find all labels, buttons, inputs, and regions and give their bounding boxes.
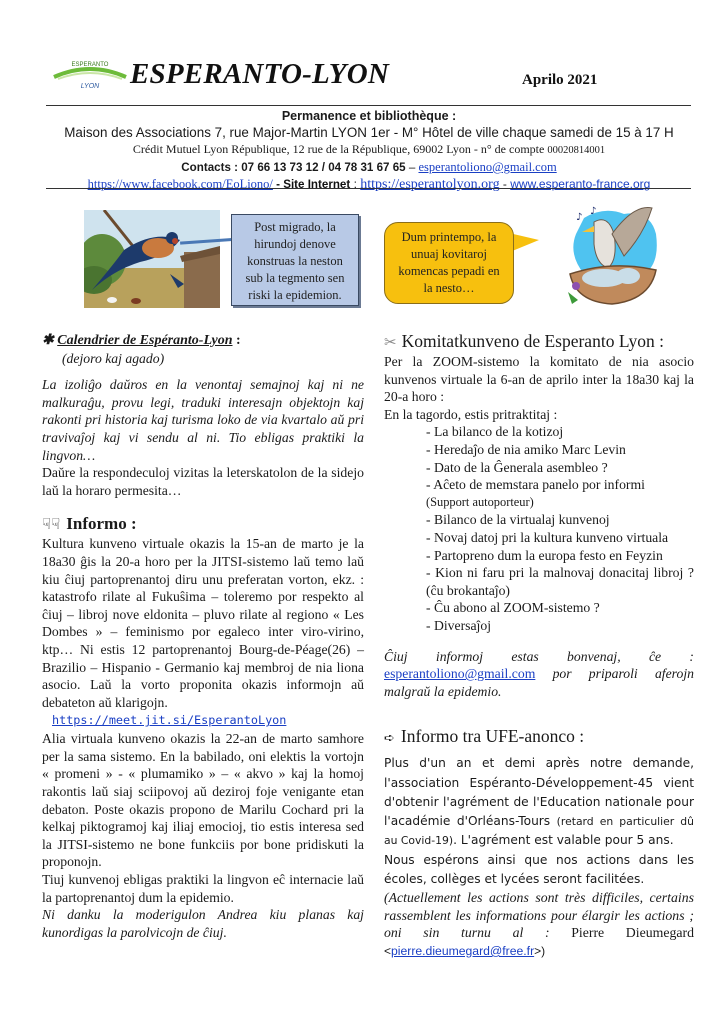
svg-text:♪: ♪ (590, 206, 597, 217)
komitato-intro: Per la ZOOM-sistemo la komitato de nia asocio kunvenos virtuale la 6-an de aprilo inter la 18a30 kaj la 20-a horo : (384, 354, 694, 405)
informo-paragraph-3: Tiuj kunvenoj ebligas praktiki la lingvon eĉ internacie laŭ la partoprenantoj dum la epidemio. (42, 872, 364, 905)
contacts-line (44, 159, 694, 176)
swallow-caption-box (231, 214, 359, 306)
contact-name: Pierre Dieumegard (571, 925, 695, 941)
right-column (384, 330, 694, 960)
links-line (44, 176, 694, 193)
jitsi-link-wrap (42, 711, 364, 730)
esperanto-france-link[interactable]: www.esperanto-france.org (510, 177, 651, 191)
ufe-text: Plus d'un an et demi après notre demande, l'association Espéranto-Développement-45 vient d'obtenir l'agrément de l'Education nationale pour l'académie d'Orléans-Tours (384, 756, 694, 829)
welcome-note (384, 648, 694, 701)
agenda-item: - Dato de la Ĝenerala asembleo ? (426, 459, 608, 475)
informo-paragraph-2: Alia virtuala kunveno okazis la 22-an de marto samhore per la sama sistemo. En la babilado, oni elektis la vortojn « promeni » - « plumamiko » – « akvo » kaj la homoj rakontis laŭ siaj sciipovoj aŭ deziroj foje venigante etan debaton. Poste okazis propono de Marilu Cochard pri la kelkaj piktogramoj kaj iliaj emocioj, tio estis interesa sed la JITSI-sistemo ne bone funkciis por bone pridiskuti la proponojn. (42, 731, 364, 870)
komitato-heading (384, 330, 694, 353)
ufe-note (384, 889, 694, 960)
agenda-item-note: (Support autoporteur) (426, 494, 534, 509)
caption-line: sub la tegmento sen (245, 271, 345, 285)
bank-text: Crédit Mutuel Lyon République, 12 rue de la République, 69002 Lyon - n° de compte (132, 142, 545, 156)
ufe-text-small: (retard en particulier dû au Covid-19) (384, 815, 694, 848)
scissors-icon: ✂ (384, 333, 397, 351)
separator: - (499, 177, 511, 191)
caption-line: konstruas la neston (247, 254, 343, 268)
agenda-item: - Aĉeto de memstara panelo por informi (426, 477, 645, 493)
caption-line: unuaj kovitaroj (410, 247, 488, 261)
site-label: - Site Internet (272, 178, 351, 191)
agenda-item: - Novaj datoj pri la kultura kunveno virtuala (426, 529, 669, 545)
ufe-title: Informo tra UFE-anonco : (400, 726, 585, 747)
calendar-paragraph-italic: La izoliĝo daŭros en la venontaj semajnoj kaj ni ne malkuraĝu, provu legi, traduki interesajn objektojn kaj rakonti pri historia kaj turisma loko de via kvartalo aŭ pri travivaĵoj kaj vi sendu al ni. Tio ebligas praktiki la lingvon… (42, 377, 364, 463)
komitato-title: Komitatkunveno de Esperanto Lyon : (401, 331, 665, 351)
welcome-email-link[interactable]: esperantoliono@gmail.com (384, 666, 536, 682)
ufe-paragraph-2: Nous espérons ainsi que nos actions dans les écoles, collèges et lycées seront facilitées. (384, 852, 694, 887)
contacts-phones: Contacts : 07 66 13 73 12 / 04 78 31 67 65 (181, 161, 406, 174)
agenda-item: - Partopreno dum la europa festo en Feyzin (426, 547, 663, 563)
esperanto-lyon-logo (52, 57, 128, 91)
issue-date: Aprilo 2021 (522, 72, 598, 88)
agenda-list (384, 423, 694, 634)
agenda-item: - La bilanco de la kotizoj (426, 424, 564, 440)
agenda-label: En la tagordo, estis pritraktitaj : (384, 406, 558, 422)
header-divider-top (46, 105, 691, 106)
svg-text:♪: ♪ (576, 212, 583, 223)
header-divider-bottom (46, 188, 691, 189)
caption-line: Post migrado, la (254, 220, 336, 234)
info-block (44, 108, 694, 193)
ufe-paragraph-1 (384, 754, 694, 850)
bank-line (44, 141, 694, 159)
ufe-heading (384, 725, 694, 750)
informo-heading (42, 513, 364, 535)
welcome-text: por priparoli aferojn malgraŭ la epidemio. (384, 666, 694, 699)
svg-text:ESPERANTO: ESPERANTO (71, 62, 109, 68)
agenda-item: - Bilanco de la virtualaj kunvenoj (426, 512, 610, 528)
caption-line: la nesto… (423, 281, 475, 295)
caption-line: riski la epidemion. (248, 288, 342, 302)
swallow-illustration (84, 210, 220, 308)
agenda-item: - Kion ni faru pri la malnovaj donacitaj libroj ? (ĉu brokantaĵo) (426, 565, 694, 598)
agenda-item: - Heredaĵo de nia amiko Marc Levin (426, 441, 626, 457)
informo-paragraph-1: Kultura kunveno virtuale okazis la 15-an de marto je la 18a30 ĝis la 20-a horo per la JITSI-sistemo laŭ temo laŭ kiu ĉiuj partoprenantoj diru unu preferatan vorton, ekz. : katastrofo rilate al Fukuŝima – toleremo por respekto al ĉiuj – libroj nove eldonita – pluvo rilate al regiono « Les Dombes » – feminismo por egaleco inter viro-virino, ktp… Ni estis 12 partoprenantoj Bourg-de-Péage(26) – Brazilio – Hispanio - Germanio kaj membroj de nia liona asocio. Laŭ la vorto proponita okazis informojn aŭ debateton aŭ klarigojn. (42, 536, 364, 710)
ufe-text: . L'agrément est valable pour 5 ans. (453, 833, 674, 848)
separator: : (350, 177, 361, 191)
nest-illustration (564, 204, 660, 308)
account-number: 00020814001 (547, 145, 606, 156)
welcome-text: Ĉiuj informoj estas bonvenaj, ĉe : (384, 648, 694, 664)
calendar-title: Calendrier de Espéranto-Lyon (57, 333, 233, 348)
bracket: >) (534, 943, 546, 958)
left-column (42, 330, 364, 941)
caption-line: Dum printempo, la (401, 230, 497, 244)
newsletter-title: ESPERANTO-LYON (130, 58, 389, 90)
arrow-right-icon: ➪ (384, 731, 395, 747)
pointing-hand-icon: ☟☟ (42, 515, 61, 534)
agenda-item: - Ĉu abono al ZOOM-sistemo ? (426, 600, 600, 616)
calendar-subtitle: (dejoro kaj agado) (62, 350, 165, 366)
nest-speech-bubble (384, 222, 514, 304)
asterisk-icon: ✱ (42, 333, 54, 348)
contact-email-link[interactable]: esperantoliono@gmail.com (418, 160, 557, 174)
info-heading: Permanence et bibliothèque : (281, 109, 457, 123)
informo-title: Informo : (66, 514, 137, 534)
colon: : (232, 333, 241, 348)
facebook-link[interactable]: https://www.facebook.com/EoLiono/ (87, 177, 273, 191)
separator: – (405, 161, 419, 174)
agenda-item: - Diversaĵoj (426, 617, 491, 633)
address-line: Maison des Associations 7, rue Major-Martin LYON 1er - M° Hôtel de ville chaque samedi de 15 à 17 H (64, 125, 674, 140)
informo-thanks: Ni danku la moderigulon Andrea kiu planas kaj kunordigas la parolvicojn de ĉiuj. (42, 907, 364, 940)
calendar-paragraph: Daŭre la respondeculoj vizitas la leterskatolon de la sidejo laŭ la horaro permesita… (42, 465, 364, 498)
caption-line: hirundoj denove (254, 237, 336, 251)
calendar-heading (42, 332, 364, 350)
bracket: < (384, 943, 392, 958)
jitsi-meeting-link[interactable]: https://meet.jit.si/EsperantoLyon (52, 713, 287, 728)
caption-line: komencas pepadi en (398, 264, 500, 278)
svg-text:LYON: LYON (80, 83, 100, 90)
ufe-note-text: (Actuellement les actions sont très difficiles, certains rassemblent les informations pour élargir les actions ; oni sin turnu al : (384, 890, 694, 941)
contact-email-link[interactable]: pierre.dieumegard@free.fr (391, 943, 535, 958)
site-link[interactable]: https://esperantolyon.org (360, 177, 500, 192)
